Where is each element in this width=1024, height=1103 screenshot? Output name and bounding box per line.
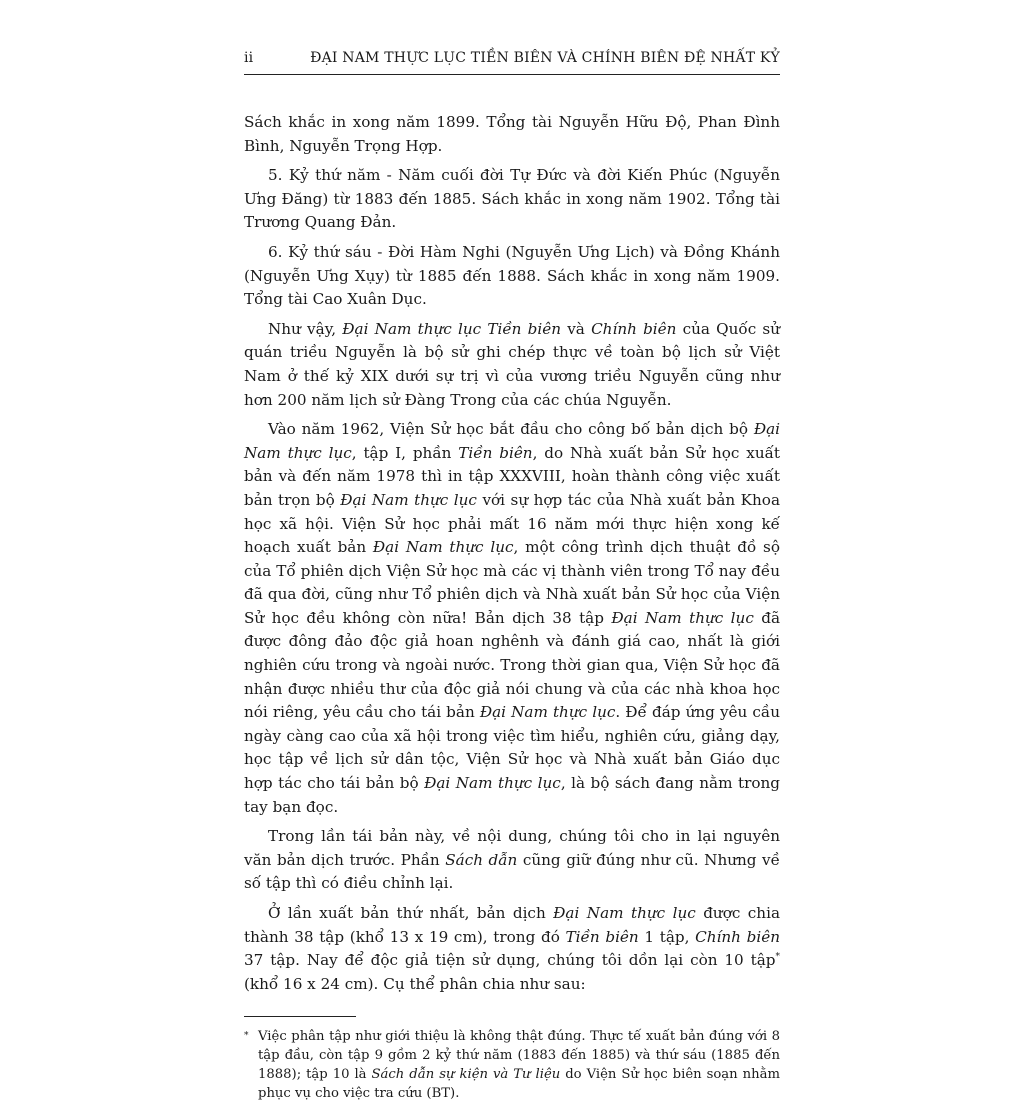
text-run: và [561,319,592,338]
italic-title: Sách dẫn sự kiện và Tư liệu [371,1067,561,1083]
text-run: 1 tập, [638,927,696,946]
text-run: với sự hợp tác của Nhà xuất bản Khoa học xã hội. Viện Sử học phải mất 16 năm mới thực hiện xong kế hoạch xuất bản [244,490,781,557]
italic-title: Đại Nam thực lục Tiền biên [342,319,562,338]
paragraph [244,825,780,896]
text-run: được chia thành 38 tập (khổ 13 x 19 cm), trong đó [244,904,780,946]
paragraph [244,318,780,412]
text-run: . Để đáp ứng yêu cầu ngày càng cao của xã hội trong việc tìm hiểu, nghiên cứu, giảng dạy, học tập về lịch sử dân tộc, Viện Sử học và Nhà xuất bản Giáo dục hợp tác cho tái bản bộ [244,703,781,793]
text-run: , là bộ sách đang nằm trong tay bạn đọc. [244,774,780,816]
text-run: , một công trình dịch thuật đồ sộ của Tổ phiên dịch Viện Sử học mà các vị thành viên trong Tổ nay đều đã qua đời, cũng như Tổ phiên dịch và Nhà xuất bản Sử học của Viện Sử học đều không còn nữa! Bản dịch 38 tập [244,538,780,627]
text-run: Vào năm 1962, Viện Sử học bắt đầu cho công bố bản dịch bộ [268,420,754,439]
italic-title: Tiền biên [458,443,533,462]
footnote [244,1027,780,1103]
italic-title: Đại Nam thực lục [553,904,696,922]
paragraph-text: 5. Kỷ thứ năm - Năm cuối đời Tự Đức và đời Kiến Phúc (Nguyễn Ưng Đăng) từ 1883 đến 1885. Sách khắc in xong năm 1902. Tổng tài Trương Quang Đản. [244,166,780,232]
paragraph-text: 6. Kỷ thứ sáu - Đời Hàm Nghi (Nguyễn Ưng Lịch) và Đồng Khánh (Nguyễn Ưng Xụy) từ 1885 đến 1888. Sách khắc in xong năm 1909. Tổng tài Cao Xuân Dục. [244,242,780,309]
page-number: ii [244,50,254,66]
italic-title: Sách dẫn [445,850,518,869]
text-run: Việc phân tập như giới thiệu là không thật đúng. Thực tế xuất bản đúng với 8 tập đầu, còn tập 9 gồm 2 kỷ thứ năm (1883 đến 1885) và thứ sáu (1885 đến 1888); tập 10 là [258,1029,780,1083]
paragraph [244,164,780,235]
italic-title: Đại Nam thực lục [372,538,514,557]
body-text [244,111,780,996]
paragraph [244,902,780,996]
text-run: do Viện Sử học biên soạn nhằm phục vụ cho việc tra cứu (BT). [258,1067,780,1102]
text-run: (khổ 16 x 24 cm). Cụ thể phân chia như sau: [244,974,586,993]
paragraph [244,418,780,819]
text-run: Ở lần xuất bản thứ nhất, bản dịch [268,904,554,922]
footnote-mark: * [244,1031,249,1042]
text-run: Trong lần tái bản này, về nội dung, chúng tôi cho in lại nguyên văn bản dịch trước. Phần [244,827,780,869]
paragraph-text: Sách khắc in xong năm 1899. Tổng tài Nguyễn Hữu Độ, Phan Đình Bình, Nguyễn Trọng Hợp. [244,113,780,155]
header-rule [244,74,780,75]
text-run: đã được đông đảo độc giả hoan nghênh và đánh giá cao, nhất là giới nghiên cứu trong và ngoài nước. Trong thời gian qua, Viện Sử học đã nhận được nhiều thư của độc giả nói chung và của các nhà khoa học nói riêng, yêu cầu cho tái bản [244,608,781,722]
italic-title: Tiền biên [565,927,639,946]
text-run: Như vậy, [268,319,343,338]
italic-title: Đại Nam thực lục [611,608,754,627]
italic-title: Đại Nam thực lục [479,703,616,722]
text-run: , tập I, phần [351,443,459,462]
italic-title: Đại Nam thực lục [340,490,477,509]
italic-title: Chính biên [591,319,677,338]
running-title: ĐẠI NAM THỰC LỤC TIỀN BIÊN VÀ CHÍNH BIÊN ĐỆ NHẤT KỶ [310,50,780,66]
text-run: 37 tập. Nay để độc giả tiện sử dụng, chúng tôi dồn lại còn 10 tập [244,951,776,970]
footnote-reference[interactable]: * [775,952,780,963]
italic-title: Chính biên [695,927,780,946]
book-page [244,44,780,1103]
text-run: cũng giữ đúng như cũ. Nhưng về số tập thì có điều chỉnh lại. [244,850,780,893]
running-header [244,44,780,70]
text-run: của Quốc sử quán triều Nguyễn là bộ sử ghi chép thực về toàn bộ lịch sử Việt Nam ở thế kỷ XIX dưới sự trị vì của vương triều Nguyễn cũng như hơn 200 năm lịch sử Đàng Trong của các chúa Nguyễn. [244,319,780,409]
text-run: , do Nhà xuất bản Sử học xuất bản và đến năm 1978 thì in tập XXXVIII, hoàn thành công việc xuất bản trọn bộ [244,443,781,509]
italic-title: Đại Nam thực lục [424,774,561,793]
paragraph [244,241,780,312]
paragraph [244,111,780,158]
footnote-rule [244,1016,356,1017]
italic-title: Đại Nam thực lục [244,420,780,462]
